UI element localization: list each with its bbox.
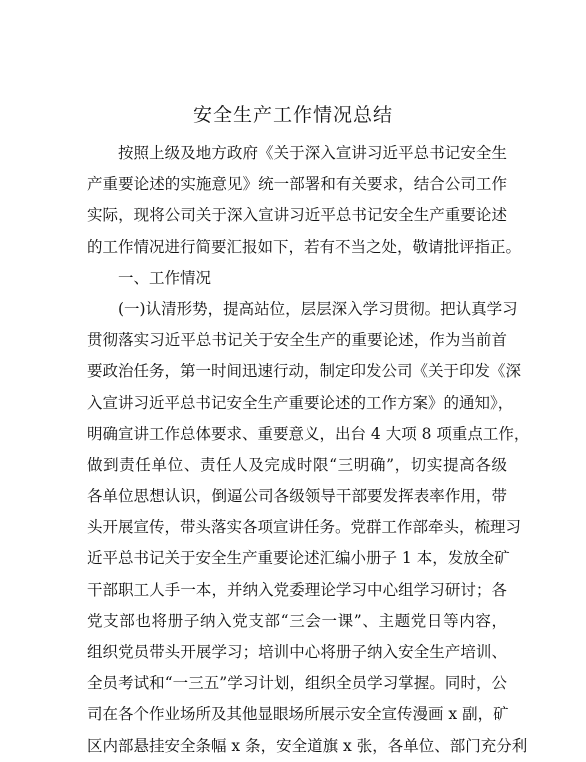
paragraph-line: 近平总书记关于安全生产重要论述汇编小册子 1 本，发放全矿 [87, 549, 510, 568]
paragraph-line: 按照上级及地方政府《关于深入宣讲习近平总书记安全生 [118, 144, 507, 162]
paragraph-line: 全员考试和“一三五”学习计划，组织全员学习掌握。同时，公 [87, 674, 507, 693]
section-heading: 一、工作情况 [118, 268, 212, 287]
paragraph-line: 明确宣讲工作总体要求、重要意义，出台 4 大项 8 项重点工作， [87, 424, 530, 443]
paragraph-line: 产重要论述的实施意见》统一部署和有关要求，结合公司工作 [87, 175, 507, 194]
paragraph-line: 要政治任务，第一时间迅速行动，制定印发公司《关于印发《深 [87, 362, 522, 381]
paragraph-line: 做到责任单位、责任人及完成时限“三明确”，切实提高各级 [87, 455, 507, 474]
paragraph-line: 实际，现将公司关于深入宣讲习近平总书记安全生产重要论述 [87, 206, 507, 225]
paragraph-line: 的工作情况进行简要汇报如下，若有不当之处，敬请批评指正。 [87, 237, 522, 256]
paragraph-line: 司在各个作业场所及其他显眼场所展示安全宣传漫画 x 副，矿 [87, 705, 509, 724]
paragraph-line: 组织党员带头开展学习；培训中心将册子纳入安全生产培训、 [87, 643, 507, 661]
paragraph-line: 入宣讲习近平总书记安全生产重要论述的工作方案》的通知》， [87, 393, 514, 412]
document-body [87, 138, 530, 762]
paragraph-line: 党支部也将册子纳入党支部“三会一课”、主题党日等内容， [87, 611, 507, 630]
paragraph-line: 贯彻落实习近平总书记关于安全生产的重要论述，作为当前首 [87, 331, 507, 350]
paragraph-line: 干部职工人手一本，并纳入党委理论学习中心组学习研讨；各 [87, 580, 507, 599]
document-title: 安全生产工作情况总结 [192, 104, 393, 126]
paragraph-line: 区内部悬挂安全条幅 x 条，安全道旗 x 张，各单位、部门充分利 [87, 736, 528, 755]
paragraph-line: (一)认清形势，提高站位，层层深入学习贯彻。把认真学习 [118, 299, 518, 318]
paragraph-line: 各单位思想认识，倒逼公司各级领导干部要发挥表率作用，带 [87, 487, 507, 506]
paragraph-line: 头开展宣传，带头落实各项宣讲任务。党群工作部牵头，梳理习 [87, 518, 522, 537]
